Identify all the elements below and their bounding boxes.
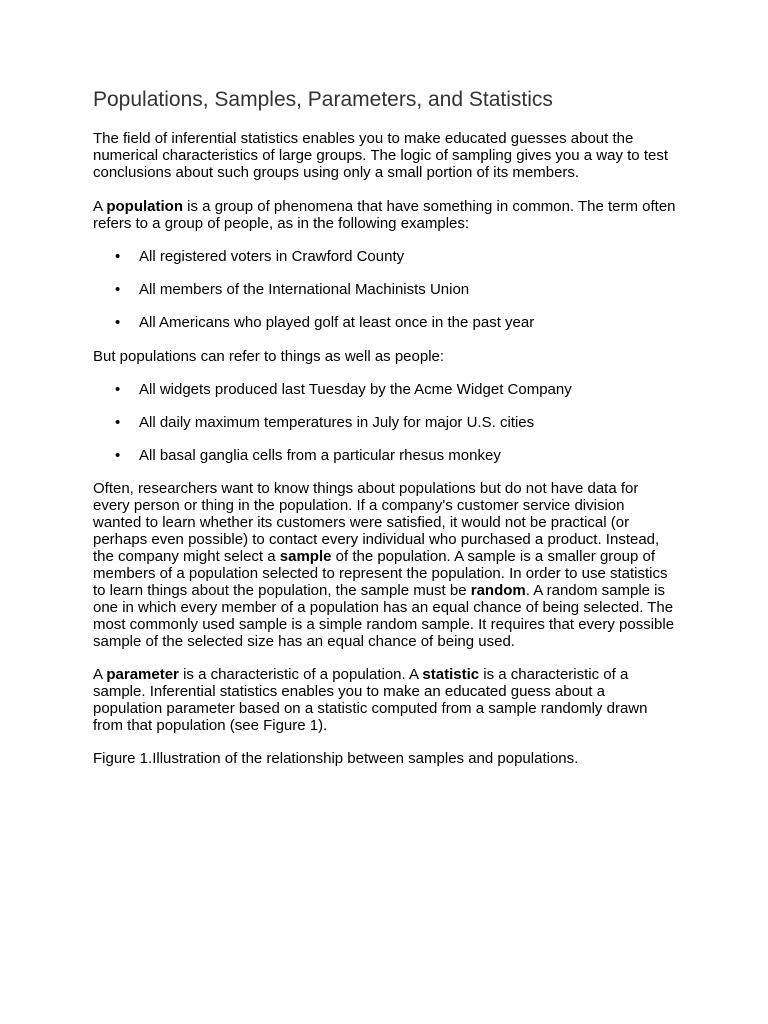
list-item bbox=[93, 281, 676, 298]
bullet-icon: • bbox=[115, 381, 121, 398]
sample-paragraph bbox=[93, 480, 676, 650]
list-item-text: All widgets produced last Tuesday by the Acme Widget Company bbox=[139, 381, 572, 398]
parameter-text-3: is a characteristic of a sample. Inferential statistics enables you to make an educated guess about a population parameter based on a statistic computed from a sample randomly drawn from that population (see Figure 1). bbox=[93, 666, 648, 734]
list-item-text: All daily maximum temperatures in July for major U.S. cities bbox=[139, 414, 535, 431]
population-term: population bbox=[106, 198, 184, 215]
list-item-text: All registered voters in Crawford County bbox=[139, 248, 405, 265]
thing-examples-list bbox=[93, 381, 676, 464]
list-item-text: All basal ganglia cells from a particular rhesus monkey bbox=[139, 447, 501, 464]
bullet-icon: • bbox=[115, 281, 121, 298]
parameter-term: parameter bbox=[106, 666, 179, 683]
population-paragraph bbox=[93, 198, 676, 232]
parameter-text-1: A bbox=[93, 666, 107, 683]
bullet-icon: • bbox=[115, 314, 121, 331]
list-item bbox=[93, 248, 676, 265]
list-item-text: All members of the International Machinists Union bbox=[139, 281, 470, 298]
list-item-text: All Americans who played golf at least once in the past year bbox=[139, 314, 535, 331]
population-text-start: A bbox=[93, 198, 107, 215]
people-examples-list bbox=[93, 248, 676, 331]
figure-caption: Figure 1.Illustration of the relationship between samples and populations. bbox=[93, 750, 579, 767]
bullet-icon: • bbox=[115, 248, 121, 265]
page-title: Populations, Samples, Parameters, and Statistics bbox=[93, 88, 553, 111]
list-item bbox=[93, 447, 676, 464]
bullet-icon: • bbox=[115, 414, 121, 431]
intro-paragraph: The field of inferential statistics enables you to make educated guesses about the numerical characteristics of large groups. The logic of sampling gives you a way to test conclusions about such groups using only a small portion of its members. bbox=[93, 130, 668, 181]
sample-text-1: Often, researchers want to know things about populations but do not have data for every person or thing in the population. If a company's customer service division wanted to learn whether its customers were satisfied, it would not be practical (or perhaps even possible) to contact every individual who purchased a product. Instead, the company might select a bbox=[93, 480, 660, 565]
statistic-term: statistic bbox=[422, 666, 480, 683]
parameter-text-2: is a characteristic of a population. A bbox=[178, 666, 423, 683]
list-item bbox=[93, 381, 676, 398]
list-item bbox=[93, 414, 676, 431]
things-intro-paragraph: But populations can refer to things as well as people: bbox=[93, 348, 445, 365]
parameter-paragraph bbox=[93, 666, 676, 734]
sample-term: sample bbox=[279, 548, 332, 565]
population-text-end: is a group of phenomena that have something in common. The term often refers to a group of people, as in the following examples: bbox=[93, 198, 676, 232]
sample-text-3: . A random sample is one in which every member of a population has an equal chance of being selected. The most commonly used sample is a simple random sample. It requires that every possible sample of the selected size has an equal chance of being used. bbox=[93, 582, 675, 650]
random-term: random bbox=[470, 582, 526, 599]
bullet-icon: • bbox=[115, 447, 121, 464]
sample-text-2: of the population. A sample is a smaller group of members of a population selected to represent the population. In order to use statistics to learn things about the population, the sample must be bbox=[93, 548, 668, 599]
list-item bbox=[93, 314, 676, 331]
